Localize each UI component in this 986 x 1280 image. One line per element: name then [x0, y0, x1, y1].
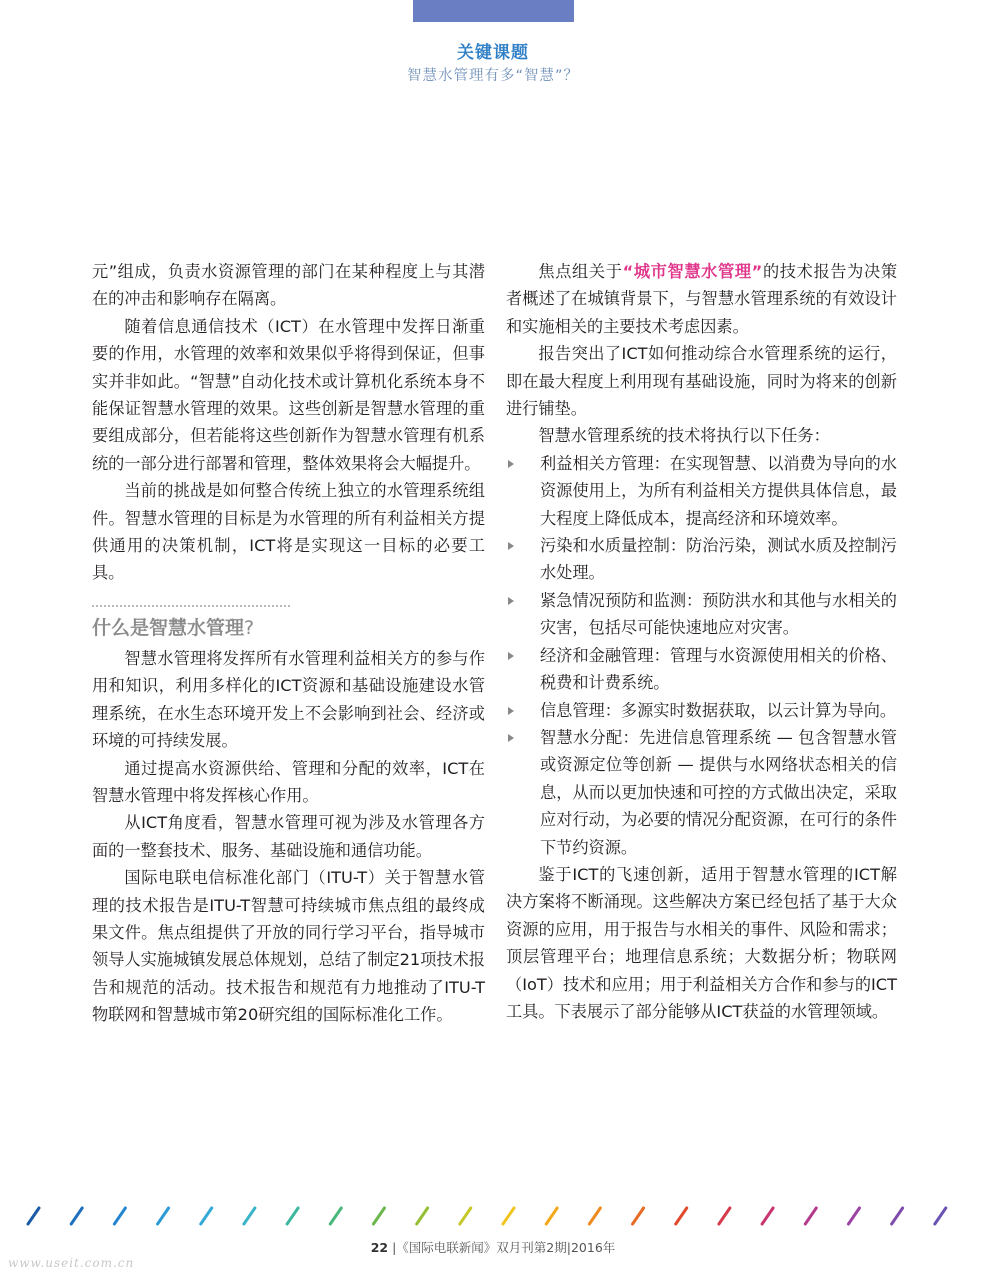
stripe-mark — [589, 1208, 600, 1224]
list-item-text: 污染和水质量控制：防治污染，测试水质及控制污水处理。 — [540, 536, 897, 583]
left-column — [92, 258, 485, 1029]
stripe-mark — [762, 1208, 773, 1224]
list-item-text: 经济和金融管理：管理与水资源使用相关的价格、税费和计费系统。 — [540, 645, 897, 693]
paragraph: 当前的挑战是如何整合传统上独立的水管理系统组件。智慧水管理的目标是为水管理的所有利益相关方提供通用的决策机制，ICT将是实现这一目标的必要工具。 — [92, 481, 485, 583]
list-item — [506, 587, 897, 642]
paragraph-text: 的技术报告为决策者概述了在城镇背景下，与智慧水管理系统的有效设计和实施相关的主要技术考虑因素。 — [506, 262, 898, 336]
stripe-mark — [244, 1208, 255, 1224]
list-item — [506, 450, 897, 532]
watermark: www.useit.com.cn — [8, 1256, 135, 1270]
page-number: 22 — [370, 1240, 389, 1255]
right-column — [506, 258, 897, 1025]
publication-info: |《国际电联新闻》双月刊第2期|2016年 — [392, 1240, 616, 1255]
section-heading-text: 什么是智慧水管理 — [92, 616, 245, 639]
section-title: 关键课题 — [457, 43, 529, 63]
bullet-triangle-icon — [508, 597, 514, 605]
stripe-mark — [373, 1208, 384, 1224]
page-footer — [0, 1238, 986, 1256]
section-heading-mark: ? — [244, 616, 255, 639]
stripe-mark — [546, 1208, 557, 1224]
stripe-mark — [417, 1208, 428, 1224]
dotted-divider — [92, 605, 290, 607]
stripe-mark — [287, 1208, 298, 1224]
stripe-mark — [503, 1208, 514, 1224]
section-subtitle: 智慧水管理有多“智慧”？ — [406, 68, 580, 84]
paragraph: 国际电联电信标准化部门（ITU-T）关于智慧水管理的技术报告是ITU-T智慧可持续城市焦点组的最终成果文件。焦点组提供了开放的同行学习平台，指导城市领导人实施城镇发展总体规划，总结了制定21项技术报告和规范的活动。技术报告和规范有力地推动了ITU-T物联网和智慧城市第20研究组的国际标准化工作。 — [92, 868, 485, 1025]
bullet-triangle-icon — [508, 734, 514, 742]
paragraph: 智慧水管理将发挥所有水管理利益相关方的参与作用和知识，利用多样化的ICT资源和基础设施建设水管理系统，在水生态环境开发上不会影响到社会、经济或环境的可持续发展。 — [92, 648, 485, 751]
report-title-highlight: “城市智慧水管理” — [622, 262, 763, 281]
paragraph: 鉴于ICT的飞速创新，适用于智慧水管理的ICT解决方案将不断涌现。这些解决方案已经包括了基于大众资源的应用，用于报告与水相关的事件、风险和需求；顶层管理平台；地理信息系统；大数据分析；物联网（IoT）技术和应用；用于利益相关方合作和参与的ICT工具。下表展示了部分能够从ICT获益的水管理领域。 — [506, 864, 897, 1021]
decorative-stripes — [20, 1204, 970, 1228]
paragraph — [506, 258, 897, 340]
list-item — [506, 697, 897, 724]
list-item-text: 紧急情况预防和监测：预防洪水和其他与水相关的灾害，包括尽可能快速地应对灾害。 — [540, 590, 897, 638]
stripe-mark — [28, 1208, 39, 1224]
stripe-mark — [805, 1208, 816, 1224]
header-tab — [413, 0, 574, 22]
stripe-mark — [935, 1208, 946, 1224]
bullet-triangle-icon — [508, 460, 514, 468]
paragraph-text: 焦点组关于 — [538, 262, 623, 281]
stripe-mark — [892, 1208, 903, 1224]
section-heading — [92, 613, 485, 643]
list-item — [506, 532, 897, 587]
stripe-mark — [676, 1208, 687, 1224]
paragraph: 随着信息通信技术（ICT）在水管理中发挥日渐重要的作用，水管理的效率和效果似乎将得到保证，但事实并非如此。“智慧”自动化技术或计算机化系统本身不能保证智慧水管理的效果。这些创新是智慧水管理的重要组成部分，但若能将这些创新作为智慧水管理有机系统的一部分进行部署和管理，整体效果将会大幅提升。 — [92, 316, 485, 473]
paragraph: 从ICT角度看，智慧水管理可视为涉及水管理各方面的一整套技术、服务、基础设施和通信功能。 — [92, 813, 485, 860]
paragraph: 报告突出了ICT如何推动综合水管理系统的运行，即在最大程度上利用现有基础设施，同时为将来的创新进行铺垫。 — [506, 344, 897, 419]
paragraph: 通过提高水资源供给、管理和分配的效率，ICT在智慧水管理中将发挥核心作用。 — [92, 758, 485, 805]
stripe-mark — [201, 1208, 212, 1224]
stripe-mark — [71, 1208, 82, 1224]
list-item-text: 智慧水分配：先进信息管理系统 — 包含智慧水管或资源定位等创新 — 提供与水网络状态相关的信息，从而以更加快速和可控的方式做出决定，采取应对行动，为必要的情况分配资源，在可行的条件下节约资源。 — [540, 727, 897, 857]
bullet-triangle-icon — [508, 542, 514, 550]
paragraph: 元”组成，负责水资源管理的部门在某种程度上与其潜在的冲击和影响存在隔离。 — [92, 262, 485, 309]
paragraph: 智慧水管理系统的技术将执行以下任务： — [538, 426, 830, 446]
stripe-mark — [719, 1208, 730, 1224]
stripe-mark — [114, 1208, 125, 1224]
stripe-mark — [460, 1208, 471, 1224]
list-item — [506, 642, 897, 697]
list-item-text: 信息管理：多源实时数据获取，以云计算为导向。 — [540, 700, 897, 720]
bullet-triangle-icon — [508, 652, 514, 660]
stripe-mark — [633, 1208, 644, 1224]
stripe-mark — [158, 1208, 169, 1224]
bullet-triangle-icon — [508, 707, 514, 715]
list-item-text: 利益相关方管理：在实现智慧、以消费为导向的水资源使用上，为所有利益相关方提供具体信息，最大程度上降低成本，提高经济和环境效率。 — [540, 453, 897, 528]
stripe-mark — [330, 1208, 341, 1224]
task-list — [506, 450, 897, 861]
stripe-mark — [848, 1208, 859, 1224]
list-item — [506, 724, 897, 861]
